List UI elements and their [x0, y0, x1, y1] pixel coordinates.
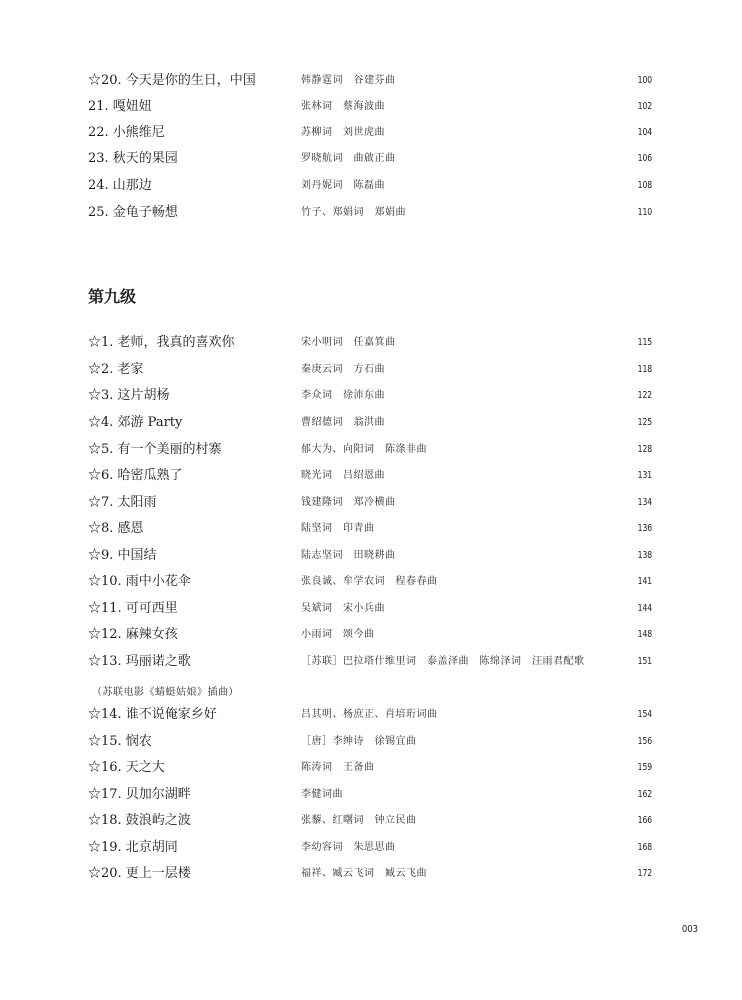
song-credit: 刘丹妮词 陈磊曲: [301, 180, 385, 191]
song-credit: 张藜、红曙词 钟立民曲: [301, 815, 417, 826]
toc-entry: [0, 755, 742, 781]
song-title: 22. 小熊维尼: [88, 125, 165, 140]
page-number: 122: [637, 390, 652, 401]
toc-entry: [0, 437, 742, 463]
song-title: ☆12. 麻辣女孩: [88, 627, 178, 642]
toc-entry: [0, 357, 742, 383]
toc-entry: [0, 200, 742, 226]
folio-page-number: 003: [681, 924, 698, 935]
song-credit: 晓光词 吕绍恩曲: [301, 470, 385, 481]
toc-entry: [0, 861, 742, 887]
page-number: 141: [637, 576, 652, 587]
toc-entry: [0, 808, 742, 834]
page-number: 104: [637, 127, 652, 138]
song-title: ☆8. 感恩: [88, 521, 144, 536]
page-number: 100: [637, 75, 652, 86]
song-credit: ［苏联］巴拉塔什维里词 泰盖泽曲 陈绵泽词 汪雨君配歌: [301, 656, 585, 667]
toc-entry: [0, 543, 742, 569]
song-title: ☆2. 老家: [88, 362, 144, 377]
song-credit: 陆坚词 印青曲: [301, 523, 375, 534]
toc-entry: [0, 702, 742, 728]
song-title: ☆10. 雨中小花伞: [88, 574, 191, 589]
page-number: 151: [637, 656, 652, 667]
page-number: 128: [637, 444, 652, 455]
song-title: ☆5. 有一个美丽的村寨: [88, 442, 222, 457]
song-title: ☆17. 贝加尔湖畔: [88, 787, 191, 802]
song-title: ☆19. 北京胡同: [88, 840, 178, 855]
song-credit: ［唐］李绅诗 徐锡宜曲: [301, 736, 417, 747]
page-number: 159: [637, 762, 652, 773]
toc-entry: [0, 569, 742, 595]
toc-entry: [0, 622, 742, 648]
page-number: 172: [637, 868, 652, 879]
toc-entry: [0, 596, 742, 622]
song-credit: 苏柳词 刘世虎曲: [301, 127, 385, 138]
toc-entry: [0, 729, 742, 755]
song-credit: 陆志坚词 田晓耕曲: [301, 550, 396, 561]
song-credit: 陈涛词 王备曲: [301, 762, 375, 773]
page-number: 131: [637, 470, 652, 481]
song-credit: 吴斌词 宋小兵曲: [301, 603, 385, 614]
page-number: 102: [637, 101, 652, 112]
toc-entry: [0, 120, 742, 146]
song-title: ☆3. 这片胡杨: [88, 388, 170, 403]
song-credit: 宋小明词 任嘉箕曲: [301, 337, 396, 348]
toc-entry: [0, 463, 742, 489]
song-title: 24. 山那边: [88, 178, 152, 193]
song-title: ☆9. 中国结: [88, 548, 157, 563]
song-title: ☆7. 太阳雨: [88, 495, 157, 510]
song-title: ☆11. 可可西里: [88, 601, 178, 616]
toc-entry: [0, 782, 742, 808]
toc-entry: [0, 835, 742, 861]
song-title: ☆4. 郊游 Party: [88, 415, 183, 430]
page-number: 166: [637, 815, 652, 826]
song-credit: 张良诚、牟学农词 程春春曲: [301, 576, 438, 587]
song-credit: 钱建隆词 郑冷横曲: [301, 497, 396, 508]
page-number: 108: [637, 180, 652, 191]
song-credit: 韩静霆词 谷建芬曲: [301, 75, 396, 86]
song-credit: 吕其明、杨庶正、肖培珩词曲: [301, 709, 438, 720]
toc-entry: [0, 330, 742, 356]
page-number: 106: [637, 153, 652, 164]
page-number: 138: [637, 550, 652, 561]
page-number: 156: [637, 736, 652, 747]
song-credit: 李幼容词 朱思思曲: [301, 842, 396, 853]
page-number: 144: [637, 603, 652, 614]
page-number: 118: [637, 364, 652, 375]
page-number: 134: [637, 497, 652, 508]
page-number: 136: [637, 523, 652, 534]
page-number: 168: [637, 842, 652, 853]
song-title: ☆15. 悯农: [88, 734, 152, 749]
song-title: 23. 秋天的果园: [88, 151, 178, 166]
song-note: （苏联电影《蜻蜓姑娘》插曲）: [92, 687, 239, 698]
toc-entry: [0, 68, 742, 94]
page-number: 125: [637, 417, 652, 428]
song-title: 25. 金龟子畅想: [88, 205, 178, 220]
song-credit: 竹子、郑娟词 郑娟曲: [301, 207, 406, 218]
song-title: ☆13. 玛丽诺之歌: [88, 654, 191, 669]
song-title: ☆20. 今天是你的生日，中国: [88, 73, 256, 88]
toc-entry: [0, 173, 742, 199]
toc-entry: [0, 516, 742, 542]
toc-entry: [0, 146, 742, 172]
toc-entry: [0, 383, 742, 409]
page-number: 162: [637, 789, 652, 800]
toc-entry: [0, 649, 742, 675]
page-number: 148: [637, 629, 652, 640]
song-credit: 李众词 徐沛东曲: [301, 390, 385, 401]
song-credit: 曹绍德词 翁洪曲: [301, 417, 385, 428]
song-credit: 福祥、臧云飞词 臧云飞曲: [301, 868, 427, 879]
song-credit: 张林词 蔡海波曲: [301, 101, 385, 112]
song-credit: 罗晓航词 曲啟正曲: [301, 153, 396, 164]
song-credit: 郁大为、向阳词 陈涤非曲: [301, 444, 427, 455]
song-title: ☆20. 更上一层楼: [88, 866, 191, 881]
song-credit: 小雨词 颂今曲: [301, 629, 375, 640]
song-title: ☆18. 鼓浪屿之波: [88, 813, 191, 828]
page-number: 115: [637, 337, 652, 348]
song-title: ☆16. 天之大: [88, 760, 165, 775]
song-title: ☆14. 谁不说俺家乡好: [88, 707, 217, 722]
song-title: ☆6. 哈密瓜熟了: [88, 468, 183, 483]
song-title: ☆1. 老师，我真的喜欢你: [88, 335, 235, 350]
song-title: 21. 嘎妞妞: [88, 99, 152, 114]
toc-entry: [0, 94, 742, 120]
page-number: 110: [637, 207, 652, 218]
song-credit: 秦庚云词 方石曲: [301, 364, 385, 375]
toc-entry: [0, 410, 742, 436]
toc-entry: [0, 490, 742, 516]
page-number: 154: [637, 709, 652, 720]
section-heading: 第九级: [88, 287, 137, 306]
song-credit: 李健词曲: [301, 789, 343, 800]
